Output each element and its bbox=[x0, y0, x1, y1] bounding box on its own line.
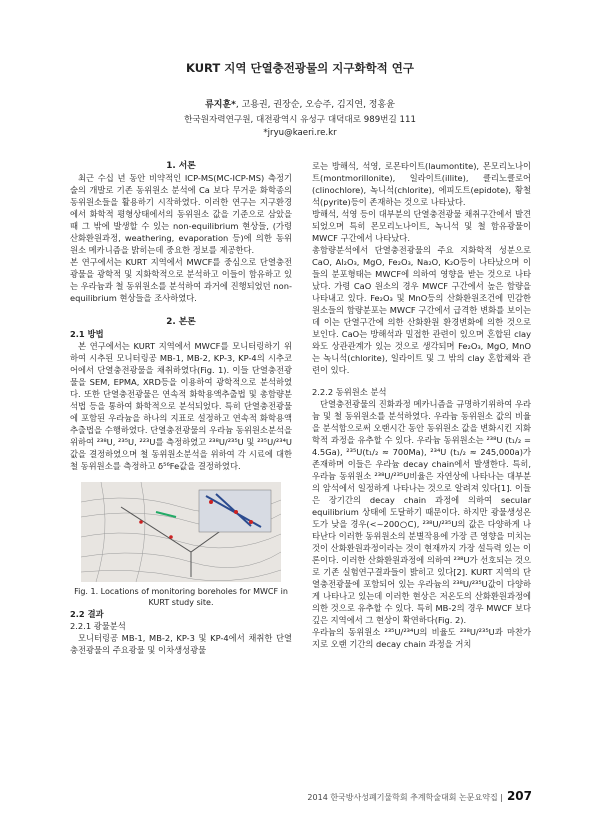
affiliation: 한국원자력연구원, 대전광역시 유성구 대덕대로 989번길 111 bbox=[184, 115, 416, 125]
right-paragraph-5: 우라늄의 동위원소 ²³⁵U/²³⁴U의 비율도 ²³⁸U/²³⁵U과 마찬가지로 오랜 기간의 decay chain 과정을 거치 bbox=[312, 627, 531, 649]
results-subheading-isotopes: 2.2.2 동위원소 분석 bbox=[312, 387, 387, 397]
results-heading: 2.2 결과 bbox=[70, 609, 104, 619]
methods-paragraph: 본 연구에서는 KURT 지역에서 MWCF를 모니터링하기 위하여 시추된 모니터링공 MB-1, MB-2, KP-3, KP-4의 시추코어에서 단열충전광물을 채취하였다(Fig. 1). 이들 단열충전광물을 SEM, EPMA, XRD등을 이용하여 광학적으로 분석하였다. 또한 단열충전광물은 연속적 화학용액추출법 및 총함량분석법 등을 통하여 화학적으로 분석되었다. 특히 단열충전광물에 포함된 우라늄을 하나의 지표로 설정하고 연속적 화학용액추출법을 수행하였다. 단열충전광물의 우라늄 동위원소분석을 위하여 ²³⁸U, ²³⁵U, ²²³U를 측정하였고 ²³⁸U/²³⁵U 및 ²³⁵U/²³⁴U값을 결정하였으며 철 동위원소분석을 위하여 각 시료에 대한 철 동위원소를 측정하고 δ⁵⁶Fe값을 결정하였다. bbox=[70, 341, 292, 471]
right-paragraph-4: 단열충전광물의 진화과정 메카니즘을 규명하기위하여 우라늄 및 철 동위원소를 분석하였다. 우라늄 동위원소 값의 비율을 분석함으로써 오랜시간 동안 동위원소 값을 변화시킨 지화학적 과정을 유추할 수 있다. 우라늄 동위원소는 ²³⁸U (t₁/₂ = 4.5Ga), ²³⁵U(t₁/₂ ≈ 700Ma), ²³⁴U (t₁/₂ ≈ 245,000a)가 존재하며 이들은 우라늄 decay chain에서 발생한다. 특히, 우라늄 동위원소 ²³⁸U/²³⁵U비율은 자연상에 나타나는 대부분의 암석에서 일정하게 나타나는 것으로 알려져 있다[1]. 이들은 장기간의 decay chain 과정에 의하여 secular equilibrium 상태에 도달하기 때문이다. 하지만 광물생성온도가 낮을 경우(<~200○C), ²³⁸U/²³⁵U의 값은 다양하게 나타난다 이러한 동위원소의 분별작용에 가장 큰 영향을 미치는 것이 산화환원과정이라는 것이 현재까지 가장 설득력 있는 이론이다. 이러한 산화환원과정에 의하여 ²³⁸U가 선호되는 것으로 기존 실험연구결과들이 밝히고 있다[2]. KURT 지역의 단열충전광물에 포함되어 있는 우라늄의 ²³⁸U/²³⁵U값이 다양하게 나타나고 있는데 이러한 현상은 저온도의 산화환원과정에 의한 것으로 유추할 수 있다. 특히 MB-2의 경우 MWCF 보다 깊은 지역에서 그 현상이 확연하다(Fig. 2). bbox=[312, 399, 531, 625]
figure-1-map bbox=[81, 482, 281, 582]
page-number: 207 bbox=[506, 789, 532, 803]
lead-author: 류지훈* bbox=[205, 100, 236, 110]
figure-1-caption: Fig. 1. Locations of monitoring boreholes for MWCF in KURT study site. bbox=[74, 587, 288, 607]
right-column bbox=[312, 160, 531, 650]
right-paragraph-1: 로는 방해석, 석영, 로몬타이트(laumontite), 몬모리노나이트(montmorillonite), 일라이트(illite), 클리노클로어(clinochlore), 녹니석(chlorite), 에피도트(epidote), 황철석(pyrite)등이 존재하는 것으로 나타났다. bbox=[312, 161, 531, 207]
co-authors: , 고용권, 권장순, 오승주, 김지연, 정홍윤 bbox=[235, 100, 395, 110]
intro-heading: 1. 서론 bbox=[166, 161, 196, 171]
left-column bbox=[70, 160, 292, 656]
right-paragraph-3: 총함량분석에서 단열충전광물의 주요 지화학적 성분으로 CaO, Al₂O₃, MgO, Fe₂O₃, Na₂O, K₂O등이 나타났으며 이들의 분포형태는 MWCF에 의하여 영향을 받는 것으로 나타났다. 가령 CaO 원소의 경우 MWCF 구간에서 높은 함량을 나타내고 있다. Fe₂O₃ 및 MnO등의 산화환원조건에 민감한 원소들의 함량분포는 MWCF 구간에서 급격한 변화를 보이는데 이는 단열구간에 의한 산화환원 환경변화에 의한 것으로 보인다. CaO는 방해석과 밀접한 관련이 있으며 혼합된 clay와도 상관관계가 있는 것으로 생각되며 Fe₂O₃, MgO, MnO는 녹니석(chlorite), 일라이트 및 그 밖의 clay 혼합체와 관련이 있다. bbox=[312, 245, 531, 375]
intro-paragraph-2: 본 연구에서는 KURT 지역에서 MWCF를 중심으로 단열충전광물을 광학적 및 지화학적으로 분석하고 이들이 함유하고 있는 우라늄과 철 동위원소를 분석하여 과거에 진행되었던 non-equilibrium 현상들을 조사하였다. bbox=[70, 257, 292, 303]
results-paragraph-1: 모니터링공 MB-1, MB-2, KP-3 및 KP-4에서 채취한 단열충전광물의 주요광물 및 이차생성광물 bbox=[70, 633, 292, 655]
paper-title: KURT 지역 단열충전광물의 지구화학적 연구 bbox=[186, 61, 414, 75]
methods-heading: 2.1 방법 bbox=[70, 329, 104, 339]
right-paragraph-2: 방해석, 석영 등이 대부분의 단열충전광물 채취구간에서 발견되었으며 특히 몬모리노나이트, 녹니석 및 철 함유광물이 MWCF 구간에서 나타났다. bbox=[312, 209, 531, 243]
body-heading: 2. 본론 bbox=[166, 317, 196, 327]
footer-text: 2014 한국방사성폐기물학회 추계학술대회 논문요약집 | bbox=[307, 793, 503, 802]
page-footer bbox=[307, 789, 532, 803]
intro-paragraph-1: 최근 수십 년 동안 비약적인 ICP-MS(MC-ICP-MS) 측정기술의 개발로 기존 동위원소 분석에 Ca 보다 무거운 화학종의 동위원소들을 활용하기 시작하였다. 이러한 연구는 지구환경에서 화학적 평형상태에서의 동위원소 값을 기준으로 삼았을 때 그 밖에 발생할 수 있는 non-equilibrium 현상들, (가령 산화환원과정, weathering, evaporation 등)에 의한 동위원소 메카니즘을 밝히는데 중요한 정보를 제공한다. bbox=[70, 173, 292, 255]
author-list bbox=[0, 97, 600, 110]
results-subheading-minerals: 2.2.1 광물분석 bbox=[70, 621, 126, 631]
borehole-map-image bbox=[81, 482, 281, 582]
contact-email[interactable]: *jryu@kaeri.re.kr bbox=[263, 128, 337, 138]
